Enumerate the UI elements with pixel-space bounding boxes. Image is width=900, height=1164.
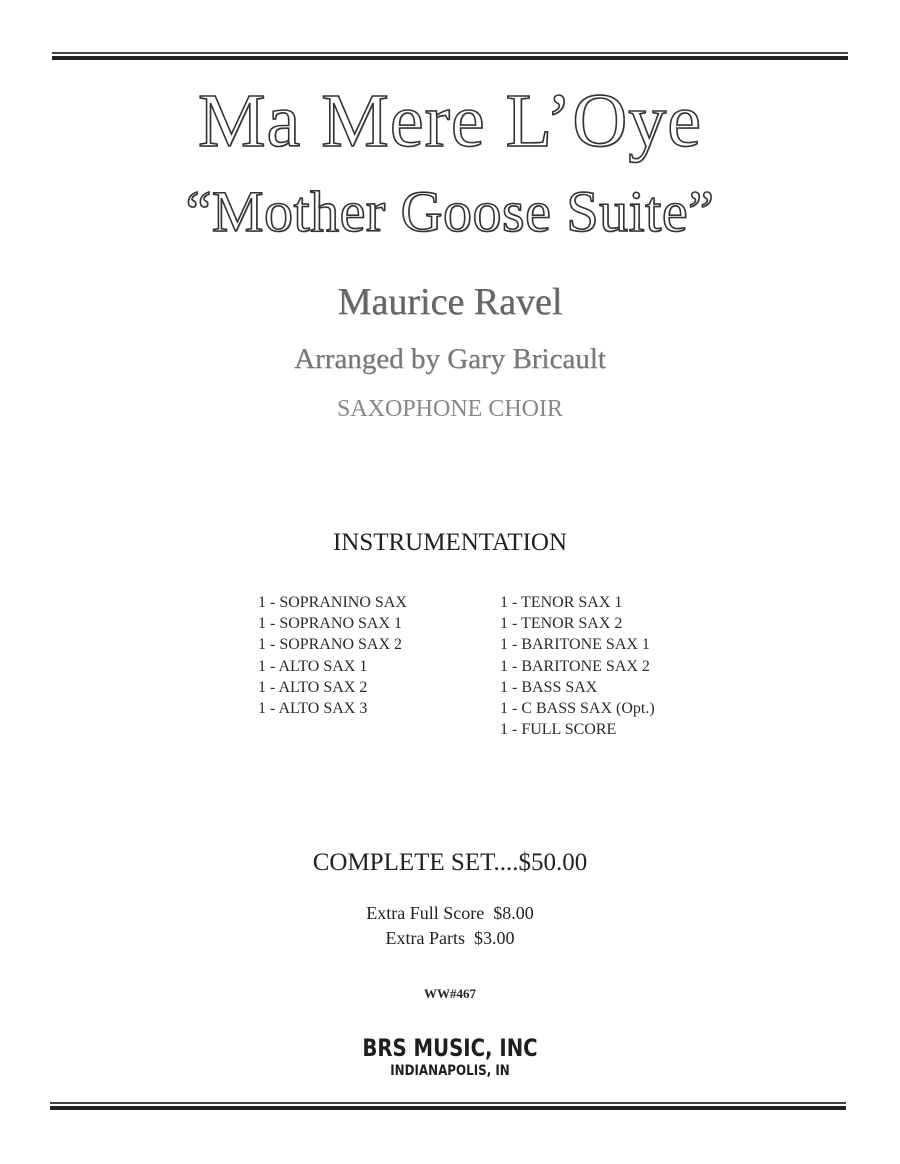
instrument-item: 1 - SOPRANINO SAX [258, 594, 407, 611]
publisher-name: BRS MUSIC, INC [362, 1034, 538, 1062]
instrument-item: 1 - SOPRANO SAX 2 [258, 636, 403, 654]
extra-full-score-price: Extra Full Score $8.00 [366, 903, 534, 923]
instrument-item: 1 - ALTO SAX 2 [258, 678, 368, 696]
top-border-rule [52, 52, 848, 60]
bottom-border-rule [50, 1102, 846, 1110]
instrument-item: 1 - FULL SCORE [500, 721, 617, 739]
instrument-item: 1 - TENOR SAX 1 [500, 594, 623, 611]
composer-name: Maurice Ravel [337, 281, 563, 323]
instrument-item: 1 - TENOR SAX 2 [500, 615, 623, 633]
ensemble-type: SAXOPHONE CHOIR [336, 396, 564, 422]
instrument-list-left [258, 592, 407, 719]
instrument-item: 1 - BARITONE SAX 1 [500, 636, 650, 654]
catalog-number: WW#467 [424, 986, 476, 1001]
instrument-item: 1 - BARITONE SAX 2 [500, 657, 650, 675]
instrumentation-heading: INSTRUMENTATION [332, 529, 568, 556]
instrument-item: 1 - SOPRANO SAX 1 [258, 615, 403, 633]
arranger-credit: Arranged by Gary Bricault [294, 343, 606, 375]
instrument-item: 1 - BASS SAX [500, 678, 598, 696]
instrument-list-right [500, 592, 655, 740]
instrument-item: 1 - ALTO SAX 1 [258, 657, 368, 675]
instrument-item: 1 - ALTO SAX 3 [258, 700, 368, 718]
extra-parts-price: Extra Parts $3.00 [385, 928, 515, 948]
publisher-city: INDIANAPOLIS, IN [390, 1063, 510, 1079]
cover-subtitle: “Mother Goose Suite” [185, 179, 715, 244]
complete-set-price: COMPLETE SET....$50.00 [312, 849, 588, 876]
instrument-item: 1 - C BASS SAX (Opt.) [500, 700, 655, 718]
cover-title: Ma Mere L’Oye [197, 79, 703, 163]
